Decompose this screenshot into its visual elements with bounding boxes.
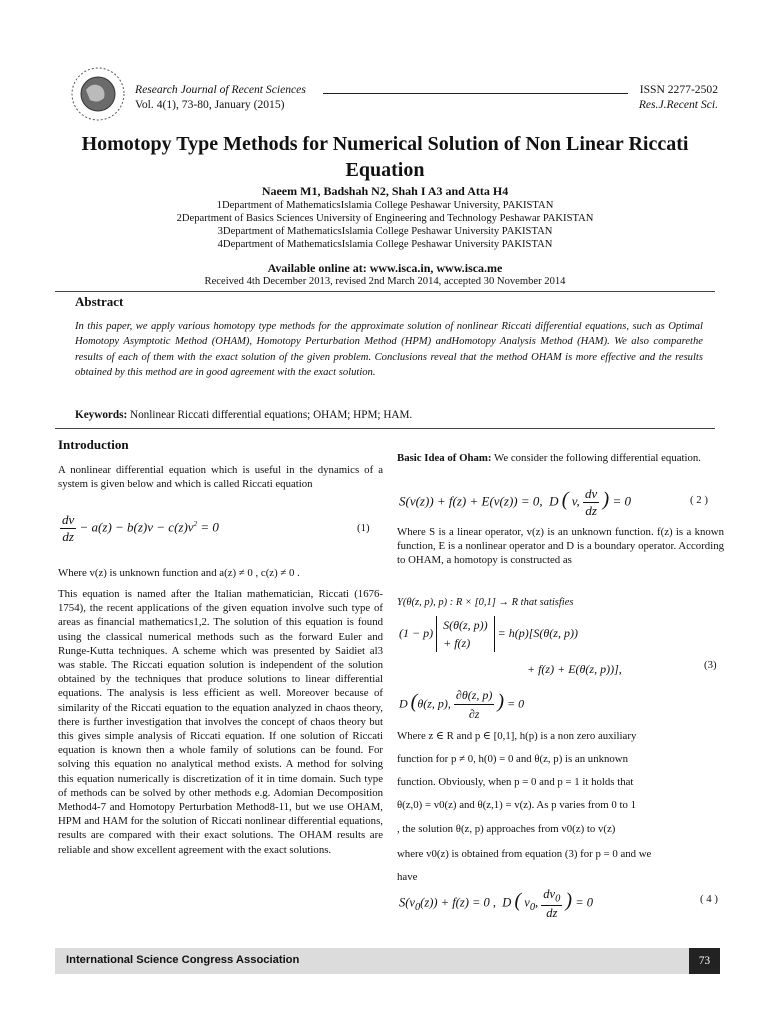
footer-text: International Science Congress Association xyxy=(66,954,300,966)
basic-idea-paragraph-1: Basic Idea of Oham: We consider the following differential equation. xyxy=(397,452,702,464)
basic-idea-line-b: function for p ≠ 0, h(0) = 0 and θ(z, p) is an unknown xyxy=(397,753,628,765)
header-left xyxy=(135,82,306,112)
paper-title: Homotopy Type Methods for Numerical Solution of Non Linear Riccati Equation xyxy=(81,133,689,181)
divider-bottom xyxy=(55,428,715,429)
header-rule xyxy=(323,93,628,94)
authors: Naeem M1, Badshah N2, Shah I A3 and Atta H4 xyxy=(261,184,509,198)
basic-idea-line-d: θ(z,0) = v0(z) and θ(z,1) = v(z). As p varies from 0 to 1 xyxy=(397,799,636,811)
received-dates: Received 4th December 2013, revised 2nd March 2014, accepted 30 November 2014 xyxy=(204,276,566,287)
issn: ISSN 2277-2502 xyxy=(639,83,718,96)
journal-logo xyxy=(68,64,128,124)
basic-idea-line-e: , the solution θ(z, p) approaches from v0(z) to v(z) xyxy=(397,823,616,835)
equation-3: (1 − p) S(θ(z, p)) + f(z) = h(p)[S(θ(z, p)) + f(z) + E(θ(z, p))], D (θ(z, p), $\frac{\partial\theta(z, p)}{\partial z}$ ) = 0 xyxy=(399,618,622,721)
basic-idea-line-g: have xyxy=(397,871,418,883)
equation-4: $S(v_0(z)) + f(z) = 0$ , D ( $v_0$, $\frac{dv_0}{dz}$ ) = 0 xyxy=(399,887,594,920)
equation-2: S(v(z)) + f(z) + E(v(z)) = 0, D ( v, $\frac{dv}{dz}$ ) = 0 xyxy=(399,486,631,518)
equation-3-number: (3) xyxy=(704,659,717,671)
keywords-label: Keywords: xyxy=(75,409,128,421)
basic-idea-line-a: Where z ∈ R and p ∈ [0,1], h(p) is a non zero auxiliary xyxy=(397,730,637,742)
affiliation-1: 1Department of MathematicsIslamia College Peshawar University, PAKISTAN xyxy=(216,200,554,211)
equation-2-number: ( 2 ) xyxy=(690,494,708,506)
intro-paragraph-2: This equation is named after the Italian mathematician, Riccati (1676-1754), the recent applications of the given equation involve such type of areas as financial mathematics1,2. The solution of this equation is found using the classical numerical methods such as the forward Euler and Runge-Kutta techniques. A scheme which was presented by Saidiet al3 was stable. The Riccati equation solution is independent of the solution obtained by the techniques that produce solutions to linear differential equations. The analysis is less efficient as well. Moreover because of similarity of the Riccati equation to the equation analyzed in chaos theory, there is further investigation that involves the concept of chaos theory but this gives simple analysis of Riccati equation. If one solution of Riccati equation is known then a whole family of solutions can be found. For solving this equation no analytical method exists. A method for solving this equation numerically is discretization of it in time domain. Such type of methods can be solved by other methods e.g. Adomian Decomposition Method4-7 and Homotopy Perturbation Method8-11, but we use OHAM, HPM and HAM for the solution of Riccati nonlinear differential equations, results are compared with their exact solutions. The OHAM results are reliable and show excellent agreement with the exact solutions. xyxy=(58,588,383,856)
journal-abbrev: Res.J.Recent Sci. xyxy=(638,98,718,111)
affiliation-3: 3Department of MathematicsIslamia College Peshawar University PAKISTAN xyxy=(217,226,553,237)
basic-idea-line-f: where v0(z) is obtained from equation (3) for p = 0 and we xyxy=(397,848,652,860)
homotopy-definition: Y(θ(z, p), p) : R × [0,1] → R that satisfies xyxy=(397,597,574,608)
abstract-text: In this paper, we apply various homotopy type methods for the approximate solution of nonlinear Riccati differential equations, such as Optimal Homotopy Asymptotic Method (OHAM), Homotopy Perturbation Method (HPM) andHomotopy Analysis Method (HAM). We also comparethe results of each of them with the exact solution of the given problem. Conclusions reveal that the method OHAM is more effective and the results obtained by this method are in good agreement with the exact solution. xyxy=(75,321,703,379)
affiliation-4: 4Department of MathematicsIslamia College Peshawar University PAKISTAN xyxy=(217,239,553,250)
abstract-heading: Abstract xyxy=(75,294,124,309)
equation-4-number: ( 4 ) xyxy=(700,893,718,905)
basic-idea-heading: Basic Idea of Oham: xyxy=(397,452,492,464)
affiliation-2: 2Department of Basics Sciences University of Engineering and Technology Peshawar PAKISTAN xyxy=(176,213,594,224)
volume-line: Vol. 4(1), 73-80, January (2015) xyxy=(135,98,285,111)
available-online: Available online at: www.isca.in, www.isca.me xyxy=(267,261,503,275)
where-line: Where v(z) is unknown function and a(z) ≠ 0 , c(z) ≠ 0 . xyxy=(58,567,300,579)
keywords-text: Nonlinear Riccati differential equations; OHAM; HPM; HAM. xyxy=(130,409,413,421)
divider-top xyxy=(55,291,715,292)
journal-name: Research Journal of Recent Sciences xyxy=(135,83,306,96)
basic-idea-line-c: function. Obviously, when p = 0 and p = 1 it holds that xyxy=(397,776,634,788)
header-right xyxy=(639,82,718,112)
keywords xyxy=(75,409,703,421)
page-number: 73 xyxy=(689,948,720,974)
equation-1-number: (1) xyxy=(357,522,370,534)
introduction-heading: Introduction xyxy=(58,437,129,452)
intro-paragraph-1: A nonlinear differential equation which is useful in the dynamics of a system is given below and which is called Riccati equation xyxy=(58,464,383,491)
equation-1: $\frac{dv}{dz}$ − $a(z) - b(z)v - c(z)v^2 = 0$ xyxy=(62,512,219,544)
basic-idea-paragraph-2: Where S is a linear operator, v(z) is an unknown function. f(z) is a known function, E is a nonlinear operator and D is a boundary operator. According to OHAM, a homotopy is constructed as xyxy=(397,526,724,567)
